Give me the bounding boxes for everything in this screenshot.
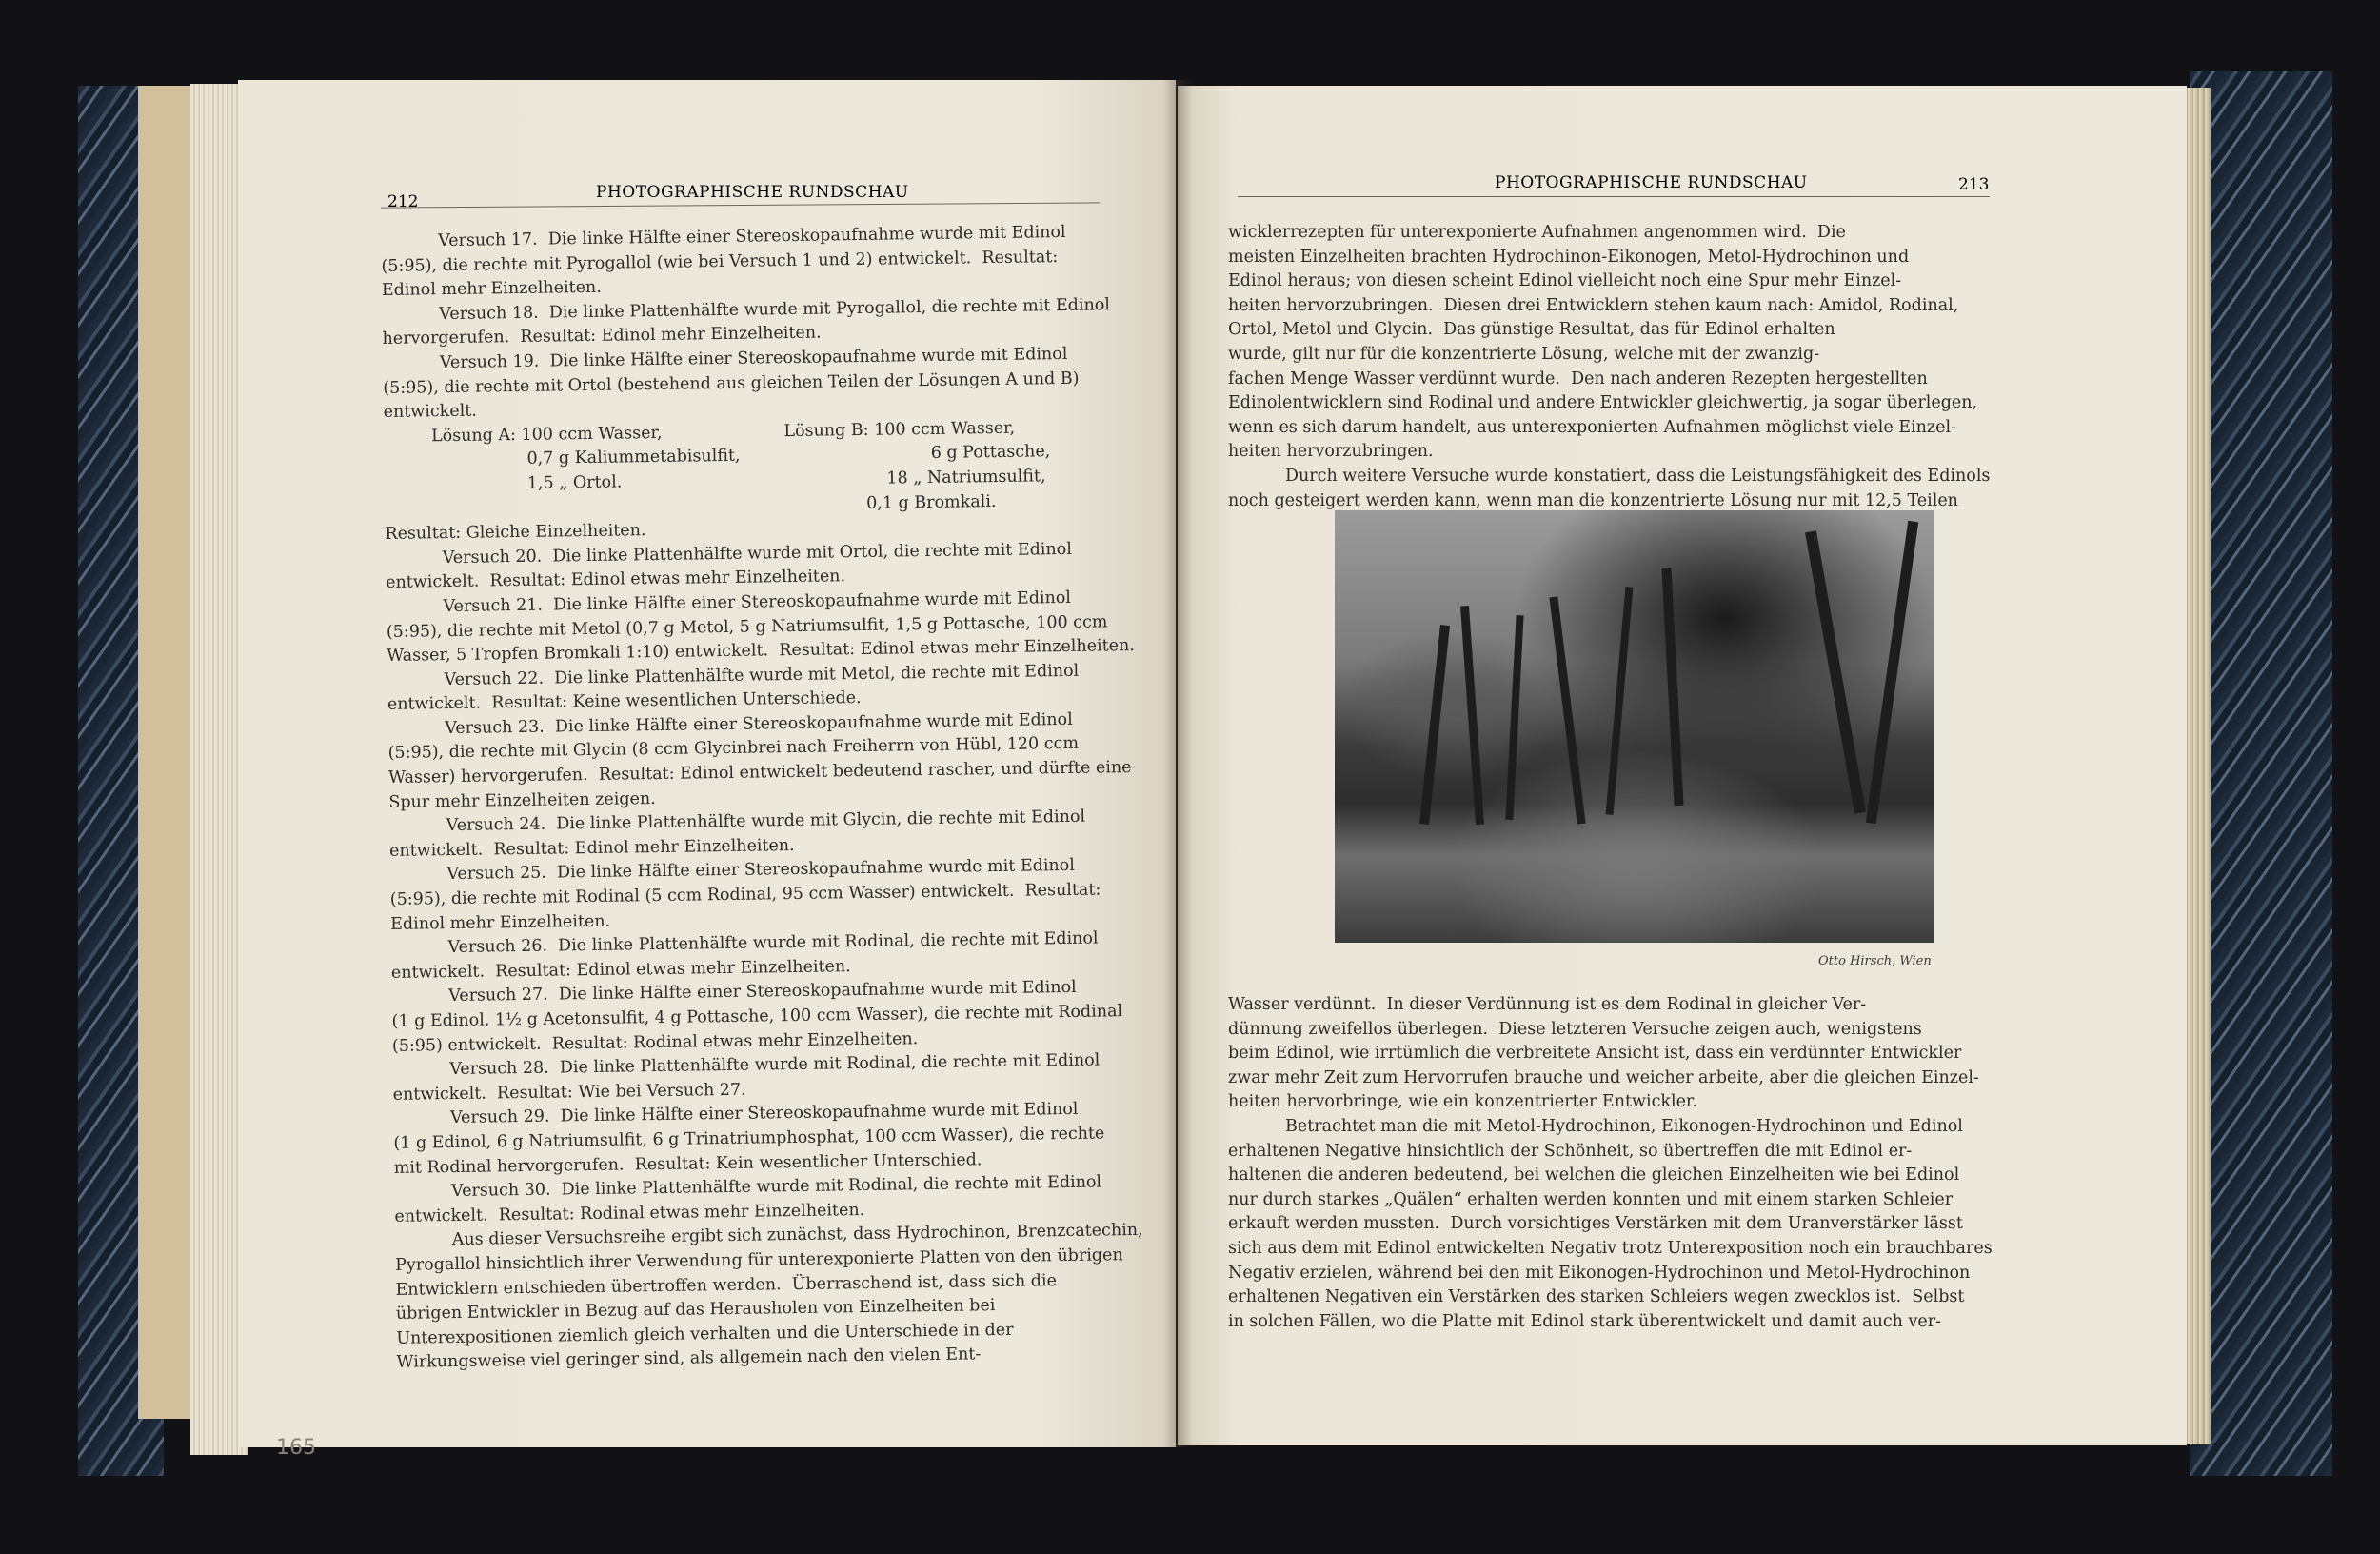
text-line: noch gesteigert werden kann, wenn man die konzentrierte Lösung nur mit 12,5 Teilen — [1228, 490, 1958, 510]
text-line: Edinol mehr Einzelheiten. — [390, 911, 611, 934]
tree-trunk — [1606, 587, 1634, 815]
text-line: zwar mehr Zeit zum Hervorrufen brauche und weicher arbeite, aber die gleichen Einzel- — [1228, 1067, 1979, 1087]
text-line: beim Edinol, wie irrtümlich die verbreitete Ansicht ist, dass ein verdünnter Entwickler — [1228, 1044, 1962, 1064]
text-line: Versuch 28. Die linke Plattenhälfte wurde mit Rodinal, die rechte mit Edinol — [449, 1050, 1101, 1080]
left-page-header: PHOTOGRAPHISCHE RUNDSCHAU — [596, 183, 909, 202]
text-line: Versuch 21. Die linke Hälfte einer Stereoskopaufnahme wurde mit Edinol — [443, 588, 1072, 617]
text-line: entwickelt. Resultat: Edinol etwas mehr Einzelheiten. — [386, 567, 846, 593]
text-line: (5:95), die rechte mit Metol (0,7 g Metol, 5 g Natriumsulfit, 1,5 g Pottasche, 100 ccm — [386, 611, 1108, 642]
text-line: erhaltenen Negativen ein Verstärken des starken Schleiers wegen zwecklos ist. Selbst — [1228, 1287, 1965, 1307]
text-line: Versuch 27. Die linke Hälfte einer Stereoskopaufnahme wurde mit Edinol — [448, 978, 1077, 1006]
text-line: Versuch 24. Die linke Plattenhälfte wurde mit Glycin, die rechte mit Edinol — [446, 807, 1086, 836]
book-cover-right — [2190, 71, 2332, 1476]
text-line: Wasser) hervorgerufen. Resultat: Edinol entwickelt bedeutend rascher, und dürfte eine — [387, 758, 1132, 788]
text-line: Versuch 23. Die linke Hälfte einer Stereoskopaufnahme wurde mit Edinol — [445, 709, 1073, 738]
text-line: Edinol heraus; von diesen scheint Edinol vielleicht noch eine Spur mehr Einzel- — [1228, 271, 1902, 291]
text-line: Resultat: Gleiche Einzelheiten. — [385, 521, 646, 545]
text-line: Negativ erzielen, während bei den mit Eikonogen-Hydrochinon und Metol-Hydrochinon — [1228, 1263, 1971, 1283]
text-line: 0,1 g Bromkali. — [431, 491, 997, 519]
text-line: Edinol mehr Einzelheiten. — [381, 277, 602, 301]
text-line: Spur mehr Einzelheiten zeigen. — [388, 788, 656, 812]
text-line: entwickelt. Resultat: Keine wesentlichen Unterschiede. — [387, 688, 862, 715]
text-line: wurde, gilt nur für die konzentrierte Lösung, welche mit der zwanzig- — [1228, 344, 1820, 364]
text-line: Entwicklern entschieden übertroffen werden. Überraschend ist, dass sich die — [395, 1270, 1058, 1300]
text-line: heiten hervorzubringen. — [1228, 442, 1434, 462]
text-line: 0,7 g Kaliummetabisulfit, 6 g Pottasche, — [431, 442, 1051, 470]
right-page-header: PHOTOGRAPHISCHE RUNDSCHAU — [1495, 173, 1808, 192]
text-line: (1 g Edinol, 1½ g Acetonsulfit, 4 g Pottasche, 100 ccm Wasser), die rechte mit Rodinal — [391, 1002, 1123, 1031]
tree-trunk — [1549, 596, 1585, 824]
text-line: (5:95), die rechte mit Rodinal (5 ccm Rodinal, 95 ccm Wasser) entwickelt. Resultat: — [389, 880, 1101, 909]
text-line: heiten hervorbringe, wie ein konzentrierter Entwickler. — [1228, 1092, 1697, 1112]
text-line: Wasser, 5 Tropfen Bromkali 1:10) entwickelt. Resultat: Edinol etwas mehr Einzelheiten. — [387, 636, 1136, 667]
text-line: Versuch 18. Die linke Plattenhälfte wurde mit Pyrogallol, die rechte mit Edinol — [439, 295, 1111, 324]
text-line: entwickelt. Resultat: Wie bei Versuch 27. — [392, 1080, 746, 1105]
text-line: nur durch starkes „Quälen“ erhalten werden konnten und mit einem starken Schleier — [1228, 1189, 1954, 1209]
text-line: (5:95), die rechte mit Pyrogallol (wie bei Versuch 1 und 2) entwickelt. Resultat: — [381, 247, 1059, 276]
text-line: entwickelt. — [383, 401, 478, 423]
book-gutter — [1163, 80, 1192, 1447]
text-line: Pyrogallol hinsichtlich ihrer Verwendung für unterexponierte Platten von den übrigen — [395, 1245, 1123, 1275]
tree-trunk — [1460, 606, 1484, 825]
text-line: erhaltenen Negative hinsichtlich der Schönheit, so übertreffen die mit Edinol er- — [1228, 1141, 1913, 1161]
tree-trunk — [1505, 615, 1523, 820]
photo-caption: Otto Hirsch, Wien — [1818, 954, 1932, 968]
text-line: hervorgerufen. Resultat: Edinol mehr Einzelheiten. — [382, 323, 822, 349]
text-line: meisten Einzelheiten brachten Hydrochinon-Eikonogen, Metol-Hydrochinon und — [1228, 247, 1910, 267]
text-line: Aus dieser Versuchsreihe ergibt sich zunächst, dass Hydrochinon, Brenzcatechin, — [451, 1221, 1143, 1250]
text-line: entwickelt. Resultat: Edinol mehr Einzelheiten. — [388, 835, 795, 861]
text-line: (1 g Edinol, 6 g Natriumsulfit, 6 g Trinatriumphosphat, 100 ccm Wasser), die rechte — [393, 1124, 1105, 1153]
text-line: entwickelt. Resultat: Edinol etwas mehr Einzelheiten. — [390, 956, 851, 983]
text-line: (5:95), die rechte mit Ortol (bestehend aus gleichen Teilen der Lösungen A und B) — [383, 369, 1080, 398]
text-line: Edinolentwicklern sind Rodinal und andere Entwickler gleichwertig, ja sogar überlegen, — [1228, 393, 1978, 413]
right-page-number: 213 — [1958, 175, 1990, 194]
text-line: wenn es sich darum handelt, aus unterexponierten Aufnahmen möglichst viele Einzel- — [1228, 417, 1956, 437]
text-line: dünnung zweifellos überlegen. Diese letzteren Versuche zeigen auch, wenigstens — [1228, 1019, 1922, 1039]
text-line: haltenen die anderen bedeutend, bei welchen die gleichen Einzelheiten wie bei Edinol — [1228, 1166, 1960, 1185]
text-line: Durch weitere Versuche wurde konstatiert, dass die Leistungsfähigkeit des Edinols — [1285, 466, 1991, 486]
text-line: mit Rodinal hervorgerufen. Resultat: Kein wesentlicher Unterschied. — [393, 1149, 982, 1178]
text-line: erkauft werden mussten. Durch vorsichtiges Verstärken mit dem Uranverstärker lässt — [1228, 1214, 1963, 1234]
right-page-body-bottom — [1228, 993, 1999, 1334]
text-line: Versuch 20. Die linke Plattenhälfte wurde mit Ortol, die rechte mit Edinol — [442, 539, 1073, 568]
text-line: Lösung A: 100 ccm Wasser, Lösung B: 100 ccm Wasser, — [430, 418, 1016, 447]
pencil-note: 165 — [276, 1436, 316, 1460]
text-line: Versuch 17. Die linke Hälfte einer Stereoskopaufnahme wurde mit Edinol — [438, 222, 1066, 251]
text-line: Versuch 25. Die linke Hälfte einer Stereoskopaufnahme wurde mit Edinol — [446, 856, 1076, 885]
text-line: Versuch 30. Die linke Plattenhälfte wurde mit Rodinal, die rechte mit Edinol — [450, 1172, 1102, 1202]
text-line: wicklerrezepten für unterexponierte Aufnahmen angenommen wird. Die — [1228, 223, 1846, 242]
text-line: Versuch 29. Die linke Hälfte einer Stereoskopaufnahme wurde mit Edinol — [449, 1100, 1079, 1128]
text-line: entwickelt. Resultat: Rodinal etwas mehr Einzelheiten. — [394, 1200, 865, 1226]
tree-trunk — [1805, 530, 1866, 814]
text-line: fachen Menge Wasser verdünnt wurde. Den nach anderen Rezepten hergestellten — [1228, 369, 1928, 388]
text-line: Versuch 26. Die linke Plattenhälfte wurde mit Rodinal, die rechte mit Edinol — [447, 928, 1099, 958]
text-line: Wirkungsweise viel geringer sind, als allgemein nach den vielen Ent- — [396, 1345, 982, 1373]
left-page-body — [381, 220, 1159, 1376]
left-page-number: 212 — [387, 192, 419, 211]
text-line: 1,5 „ Ortol. 18 „ Natriumsulfit, — [431, 467, 1046, 495]
tree-trunk — [1866, 521, 1918, 824]
landscape-photo — [1335, 510, 1934, 943]
text-line: in solchen Fällen, wo die Platte mit Edinol stark überentwickelt und damit auch ver- — [1228, 1311, 1942, 1331]
tree-trunk — [1661, 568, 1683, 806]
right-header-rule — [1238, 196, 1990, 197]
text-line: (5:95) entwickelt. Resultat: Rodinal etwas mehr Einzelheiten. — [391, 1028, 919, 1056]
text-line: Unterexpositionen ziemlich gleich verhalten und die Unterschiede in der — [396, 1320, 1014, 1348]
text-line: Versuch 19. Die linke Hälfte einer Stereoskopaufnahme wurde mit Edinol — [439, 344, 1068, 373]
text-line: Versuch 22. Die linke Plattenhälfte wurde mit Metol, die rechte mit Edinol — [444, 661, 1080, 689]
text-line: (5:95), die rechte mit Glycin (8 ccm Glycinbrei nach Freiherrn von Hübl, 120 ccm — [387, 734, 1080, 764]
right-page-body-top — [1228, 221, 1999, 513]
text-line: übrigen Entwickler in Bezug auf das Herausholen von Einzelheiten bei — [395, 1296, 996, 1325]
text-line: Ortol, Metol und Glycin. Das günstige Resultat, das für Edinol erhalten — [1228, 320, 1835, 340]
text-line: heiten hervorzubringen. Diesen drei Entwicklern stehen kaum nach: Amidol, Rodinal, — [1228, 295, 1959, 315]
text-line: Wasser verdünnt. In dieser Verdünnung ist es dem Rodinal in gleicher Ver- — [1228, 995, 1867, 1014]
text-line: sich aus dem mit Edinol entwickelten Negativ trotz Unterexposition noch ein brauchbares — [1228, 1238, 1993, 1258]
text-line: Betrachtet man die mit Metol-Hydrochinon, Eikonogen-Hydrochinon und Edinol — [1285, 1116, 1963, 1136]
tree-trunk — [1419, 625, 1450, 825]
